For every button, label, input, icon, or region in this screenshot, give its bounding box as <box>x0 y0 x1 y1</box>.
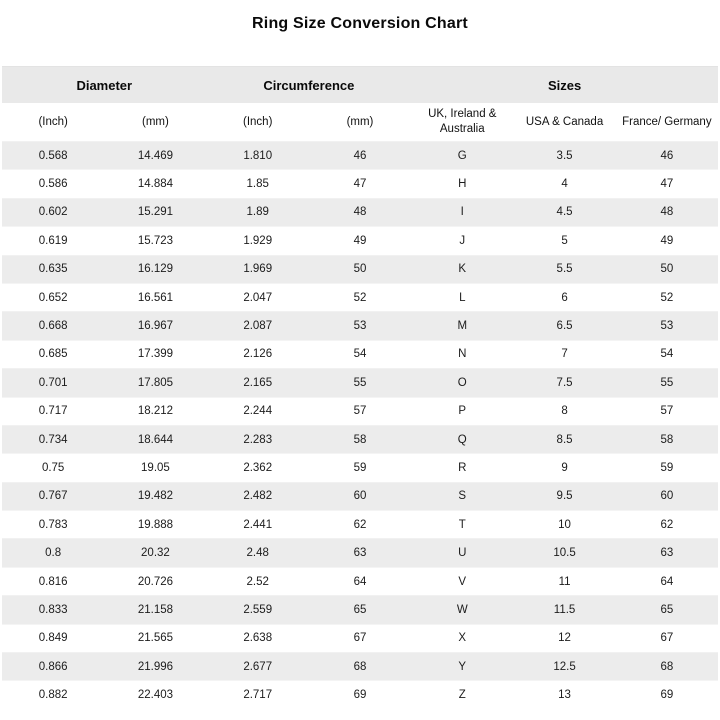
table-cell: 49 <box>309 227 411 255</box>
table-cell: 8.5 <box>513 425 615 453</box>
table-cell: 47 <box>616 170 718 198</box>
table-cell: 52 <box>309 283 411 311</box>
table-cell: 2.283 <box>207 425 309 453</box>
table-cell: O <box>411 369 513 397</box>
table-cell: 2.165 <box>207 369 309 397</box>
table-cell: 68 <box>309 653 411 681</box>
table-row <box>2 653 718 681</box>
table-cell: 0.783 <box>2 511 104 539</box>
table-subheader-row <box>2 103 718 142</box>
table-cell: 8 <box>513 397 615 425</box>
table-cell: L <box>411 283 513 311</box>
table-cell: 6.5 <box>513 312 615 340</box>
table-cell: 19.482 <box>104 482 206 510</box>
table-cell: 18.212 <box>104 397 206 425</box>
table-cell: 13 <box>513 681 615 709</box>
table-cell: 0.833 <box>2 596 104 624</box>
table-cell: 14.469 <box>104 142 206 170</box>
table-cell: S <box>411 482 513 510</box>
table-cell: 0.685 <box>2 340 104 368</box>
table-row <box>2 227 718 255</box>
table-row <box>2 596 718 624</box>
table-cell: 22.403 <box>104 681 206 709</box>
table-cell: 63 <box>309 539 411 567</box>
group-header-sizes: Sizes <box>411 67 718 104</box>
table-cell: H <box>411 170 513 198</box>
table-cell: I <box>411 198 513 226</box>
table-cell: 16.561 <box>104 283 206 311</box>
table-cell: 60 <box>616 482 718 510</box>
table-cell: 2.441 <box>207 511 309 539</box>
table-cell: 20.726 <box>104 567 206 595</box>
table-cell: 57 <box>616 397 718 425</box>
table-cell: 0.75 <box>2 454 104 482</box>
table-cell: 0.652 <box>2 283 104 311</box>
table-row <box>2 425 718 453</box>
table-cell: 2.126 <box>207 340 309 368</box>
table-cell: 9 <box>513 454 615 482</box>
table-row <box>2 539 718 567</box>
table-row <box>2 340 718 368</box>
table-cell: 11.5 <box>513 596 615 624</box>
table-row <box>2 681 718 709</box>
table-cell: 58 <box>309 425 411 453</box>
table-row <box>2 170 718 198</box>
table-cell: 6 <box>513 283 615 311</box>
table-cell: 1.85 <box>207 170 309 198</box>
table-cell: R <box>411 454 513 482</box>
table-cell: 67 <box>616 624 718 652</box>
table-cell: 2.52 <box>207 567 309 595</box>
table-cell: 15.291 <box>104 198 206 226</box>
table-cell: 21.996 <box>104 653 206 681</box>
group-header-circumference: Circumference <box>207 67 412 104</box>
subheader-diameter-mm: (mm) <box>104 103 206 142</box>
table-cell: 2.677 <box>207 653 309 681</box>
table-cell: 1.929 <box>207 227 309 255</box>
table-cell: 12.5 <box>513 653 615 681</box>
table-cell: 1.89 <box>207 198 309 226</box>
table-row <box>2 198 718 226</box>
table-cell: J <box>411 227 513 255</box>
table-cell: 0.882 <box>2 681 104 709</box>
table-cell: 50 <box>616 255 718 283</box>
table-cell: 20.32 <box>104 539 206 567</box>
table-cell: 0.701 <box>2 369 104 397</box>
table-cell: M <box>411 312 513 340</box>
table-cell: 9.5 <box>513 482 615 510</box>
table-cell: 10 <box>513 511 615 539</box>
table-cell: P <box>411 397 513 425</box>
table-cell: 16.967 <box>104 312 206 340</box>
table-row <box>2 454 718 482</box>
table-cell: V <box>411 567 513 595</box>
table-cell: 69 <box>616 681 718 709</box>
table-cell: 0.717 <box>2 397 104 425</box>
table-cell: 55 <box>309 369 411 397</box>
table-cell: 0.635 <box>2 255 104 283</box>
table-cell: 48 <box>309 198 411 226</box>
table-cell: 0.602 <box>2 198 104 226</box>
table-cell: 52 <box>616 283 718 311</box>
table-cell: 4.5 <box>513 198 615 226</box>
subheader-circumference-inch: (Inch) <box>207 103 309 142</box>
table-cell: 62 <box>309 511 411 539</box>
table-row <box>2 283 718 311</box>
table-body <box>2 142 718 710</box>
table-cell: 50 <box>309 255 411 283</box>
table-cell: 5.5 <box>513 255 615 283</box>
table-cell: 2.047 <box>207 283 309 311</box>
table-cell: 60 <box>309 482 411 510</box>
table-cell: 2.482 <box>207 482 309 510</box>
table-cell: 3.5 <box>513 142 615 170</box>
table-cell: 19.888 <box>104 511 206 539</box>
subheader-france-germany: France/ Germany <box>616 103 718 142</box>
table-cell: 53 <box>616 312 718 340</box>
table-cell: 0.668 <box>2 312 104 340</box>
table-cell: 65 <box>309 596 411 624</box>
table-cell: 2.087 <box>207 312 309 340</box>
table-cell: 21.565 <box>104 624 206 652</box>
table-cell: 68 <box>616 653 718 681</box>
table-group-header-row <box>2 67 718 104</box>
table-cell: 1.969 <box>207 255 309 283</box>
table-cell: 62 <box>616 511 718 539</box>
table-cell: 46 <box>616 142 718 170</box>
table-cell: 14.884 <box>104 170 206 198</box>
table-cell: 59 <box>309 454 411 482</box>
table-cell: 2.638 <box>207 624 309 652</box>
table-cell: 12 <box>513 624 615 652</box>
table-cell: 67 <box>309 624 411 652</box>
table-cell: 0.586 <box>2 170 104 198</box>
table-cell: 0.568 <box>2 142 104 170</box>
page-title: Ring Size Conversion Chart <box>252 15 468 32</box>
table-cell: 2.48 <box>207 539 309 567</box>
table-cell: 15.723 <box>104 227 206 255</box>
table-cell: 18.644 <box>104 425 206 453</box>
table-row <box>2 397 718 425</box>
table-row <box>2 255 718 283</box>
table-cell: 48 <box>616 198 718 226</box>
table-cell: 64 <box>616 567 718 595</box>
table-cell: 7 <box>513 340 615 368</box>
table-cell: 0.866 <box>2 653 104 681</box>
subheader-usa-canada: USA & Canada <box>513 103 615 142</box>
table-cell: 54 <box>309 340 411 368</box>
table-cell: 0.619 <box>2 227 104 255</box>
table-cell: 11 <box>513 567 615 595</box>
table-row <box>2 312 718 340</box>
table-cell: Q <box>411 425 513 453</box>
table-cell: W <box>411 596 513 624</box>
table-cell: 54 <box>616 340 718 368</box>
table-cell: 2.559 <box>207 596 309 624</box>
table-cell: 0.734 <box>2 425 104 453</box>
table-row <box>2 369 718 397</box>
table-cell: 46 <box>309 142 411 170</box>
table-cell: Y <box>411 653 513 681</box>
table-cell: 47 <box>309 170 411 198</box>
table-row <box>2 511 718 539</box>
table-cell: G <box>411 142 513 170</box>
table-cell: 17.399 <box>104 340 206 368</box>
table-cell: 59 <box>616 454 718 482</box>
table-cell: 0.849 <box>2 624 104 652</box>
ring-size-conversion-table <box>2 66 718 709</box>
table-cell: 0.767 <box>2 482 104 510</box>
table-cell: 17.805 <box>104 369 206 397</box>
table-row <box>2 142 718 170</box>
table-cell: K <box>411 255 513 283</box>
table-cell: 63 <box>616 539 718 567</box>
table-cell: 0.8 <box>2 539 104 567</box>
table-cell: 65 <box>616 596 718 624</box>
group-header-diameter: Diameter <box>2 67 207 104</box>
table-cell: 4 <box>513 170 615 198</box>
table-row <box>2 482 718 510</box>
subheader-circumference-mm: (mm) <box>309 103 411 142</box>
table-row <box>2 567 718 595</box>
table-cell: 53 <box>309 312 411 340</box>
table-cell: 2.717 <box>207 681 309 709</box>
table-cell: 21.158 <box>104 596 206 624</box>
table-cell: N <box>411 340 513 368</box>
table-cell: 7.5 <box>513 369 615 397</box>
subheader-uk-ireland-australia: UK, Ireland & Australia <box>411 103 513 142</box>
table-cell: 5 <box>513 227 615 255</box>
table-cell: 19.05 <box>104 454 206 482</box>
table-cell: 64 <box>309 567 411 595</box>
table-cell: 16.129 <box>104 255 206 283</box>
table-cell: 55 <box>616 369 718 397</box>
table-cell: T <box>411 511 513 539</box>
table-cell: 2.244 <box>207 397 309 425</box>
table-cell: 1.810 <box>207 142 309 170</box>
table-cell: X <box>411 624 513 652</box>
table-cell: Z <box>411 681 513 709</box>
table-cell: 69 <box>309 681 411 709</box>
table-cell: 0.816 <box>2 567 104 595</box>
table-row <box>2 624 718 652</box>
table-cell: 10.5 <box>513 539 615 567</box>
table-cell: 2.362 <box>207 454 309 482</box>
table-cell: U <box>411 539 513 567</box>
subheader-diameter-inch: (Inch) <box>2 103 104 142</box>
table-cell: 57 <box>309 397 411 425</box>
table-cell: 49 <box>616 227 718 255</box>
table-cell: 58 <box>616 425 718 453</box>
